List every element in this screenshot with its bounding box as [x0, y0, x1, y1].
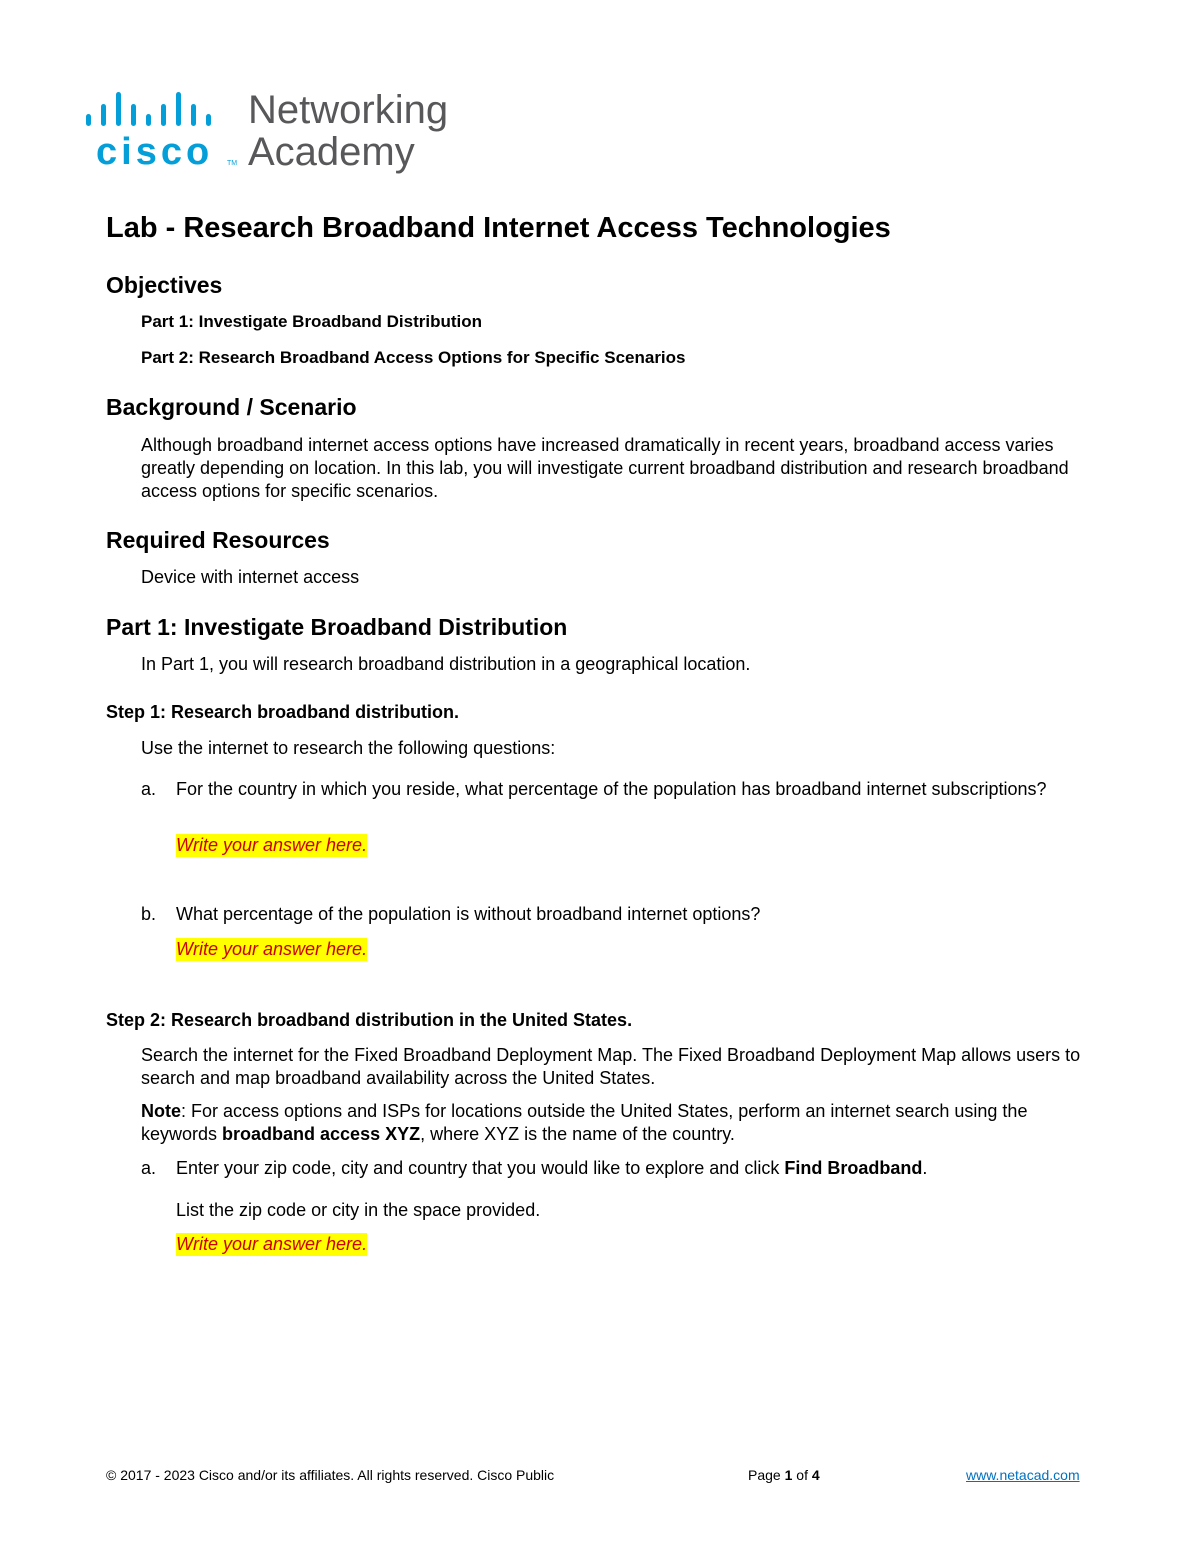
step1-heading: Step 1: Research broadband distribution.: [106, 702, 460, 722]
step-text-after: .: [922, 1158, 928, 1178]
part1-heading: Part 1: Investigate Broadband Distribution: [106, 614, 568, 640]
background-text: Although broadband internet access options have increased dramatically in recent years, broadband access varies greatly depending on location. In this lab, you will investigate current broadband distribution and research broadband access options for specific scenarios.: [141, 435, 1069, 501]
page-label: Page: [748, 1467, 785, 1483]
page-of: of: [792, 1467, 812, 1483]
footer-page-number: [748, 1466, 820, 1484]
resources-heading: Required Resources: [106, 527, 330, 553]
note-keywords: broadband access XYZ: [222, 1124, 421, 1144]
question-letter: b.: [141, 904, 157, 924]
background-heading: Background / Scenario: [106, 394, 357, 420]
answer-field[interactable]: Write your answer here.: [176, 1234, 368, 1254]
footer-link[interactable]: www.netacad.com: [966, 1467, 1080, 1483]
answer-field[interactable]: Write your answer here.: [176, 835, 368, 855]
step-instruction: [176, 1157, 1091, 1180]
objectives-heading: Objectives: [106, 272, 223, 298]
page-current: 1: [784, 1467, 793, 1483]
step-text-before: Enter your zip code, city and country that you would like to explore and click: [176, 1158, 785, 1178]
trademark-mark: TM: [227, 160, 238, 167]
list-instruction: List the zip code or city in the space provided.: [176, 1200, 541, 1220]
cisco-wordmark: cisco: [96, 131, 214, 173]
step2-heading: Step 2: Research broadband distribution in the United States.: [106, 1010, 633, 1030]
page-total: 4: [811, 1467, 820, 1483]
part1-intro: In Part 1, you will research broadband distribution in a geographical location.: [141, 654, 751, 674]
cisco-networking-academy-logo: [86, 88, 466, 180]
question-text: For the country in which you reside, what percentage of the population has broadband internet subscriptions?: [176, 779, 1047, 799]
resources-text: Device with internet access: [141, 567, 360, 587]
step1-intro: Use the internet to research the following questions:: [141, 738, 556, 758]
footer-copyright: © 2017 - 2023 Cisco and/or its affiliates. All rights reserved. Cisco Public: [106, 1467, 555, 1483]
step-letter: a.: [141, 1158, 157, 1178]
note-label: Note: [141, 1101, 181, 1121]
logo-networking: Networking: [248, 88, 449, 132]
answer-field[interactable]: Write your answer here.: [176, 939, 368, 959]
question-text: What percentage of the population is without broadband internet options?: [176, 904, 761, 924]
cisco-bridge-icon: [86, 90, 216, 126]
question-letter: a.: [141, 779, 157, 799]
page-title: Lab - Research Broadband Internet Access Technologies: [106, 212, 891, 244]
objective-item: Part 1: Investigate Broadband Distribution: [141, 312, 482, 331]
logo-academy: Academy: [248, 130, 415, 174]
note-paragraph: [141, 1100, 1091, 1146]
step2-intro: Search the internet for the Fixed Broadband Deployment Map. The Fixed Broadband Deployment Map allows users to search and map broadband availability across the United States.: [141, 1045, 1081, 1088]
note-text-after: , where XYZ is the name of the country.: [420, 1124, 735, 1144]
note-text-before: : For access options and ISPs for locations outside the United States, perform an internet search using the keywords: [141, 1101, 1028, 1144]
objective-item: Part 2: Research Broadband Access Options for Specific Scenarios: [141, 348, 686, 367]
find-broadband-label: Find Broadband: [784, 1158, 923, 1178]
